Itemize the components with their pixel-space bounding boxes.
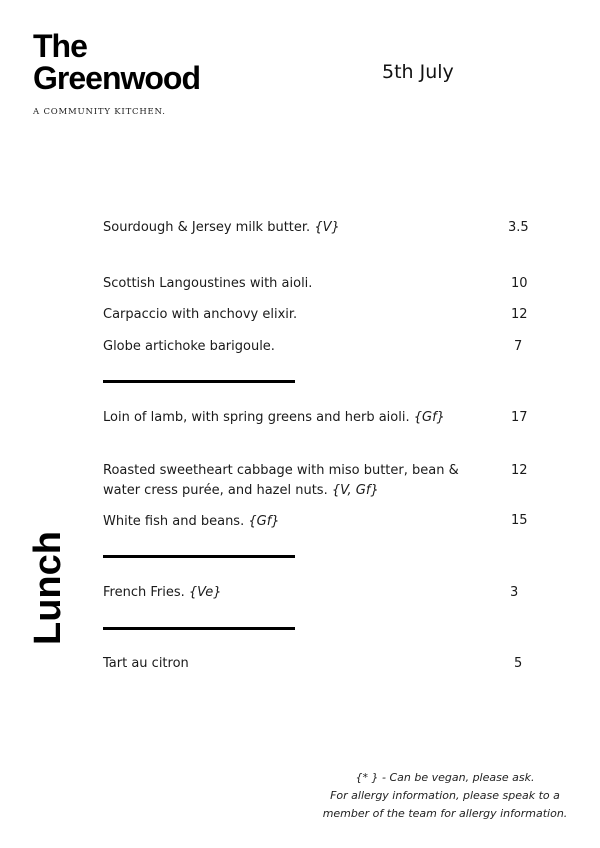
menu-item-dietary-note: {Ve} bbox=[188, 585, 222, 600]
menu-date: 5th July bbox=[382, 61, 454, 83]
section-divider bbox=[103, 555, 295, 558]
menu-item-price: 3 bbox=[510, 585, 519, 600]
menu-item-price: 5 bbox=[514, 656, 523, 671]
section-divider bbox=[103, 380, 295, 383]
menu-item-name: French Fries. bbox=[103, 585, 185, 600]
menu-item-name: Sourdough & Jersey milk butter. bbox=[103, 220, 311, 235]
menu-item-name: White fish and beans. bbox=[103, 514, 245, 529]
menu-item-price: 10 bbox=[511, 276, 528, 291]
section-divider bbox=[103, 627, 295, 630]
menu-item-dietary-note: {V, Gf} bbox=[331, 483, 379, 498]
menu-item-name: Globe artichoke barigoule. bbox=[103, 339, 275, 354]
footer-line-3: member of the team for allergy information. bbox=[322, 807, 568, 820]
menu-item bbox=[103, 583, 503, 603]
menu-item-dietary-note: {Gf} bbox=[248, 514, 280, 529]
menu-item bbox=[103, 274, 503, 294]
menu-item bbox=[103, 305, 503, 325]
menu-item-name: Tart au citron bbox=[103, 656, 189, 671]
menu-title: Lunch bbox=[27, 531, 69, 645]
menu-item-dietary-note: {Gf} bbox=[413, 410, 445, 425]
allergy-footer-note bbox=[300, 769, 590, 823]
menu-item-price: 12 bbox=[511, 307, 528, 322]
menu-item-price: 3.5 bbox=[508, 220, 529, 235]
menu-item bbox=[103, 218, 503, 238]
menu-item-name: Roasted sweetheart cabbage with miso butter, bean & water cress purée, and hazel nuts. bbox=[103, 463, 459, 498]
footer-line-2: For allergy information, please speak to a bbox=[330, 789, 560, 802]
menu-item bbox=[103, 408, 453, 428]
menu-item-name: Loin of lamb, with spring greens and herb aioli. bbox=[103, 410, 410, 425]
logo-line-2: Greenwood bbox=[33, 60, 201, 96]
menu-item bbox=[103, 337, 503, 357]
footer-line-1: {* } - Can be vegan, please ask. bbox=[355, 771, 535, 784]
menu-item-price: 12 bbox=[511, 463, 528, 478]
menu-item-price: 15 bbox=[511, 513, 528, 528]
menu-item-name: Scottish Langoustines with aioli. bbox=[103, 276, 313, 291]
menu-item-price: 17 bbox=[511, 410, 528, 425]
restaurant-logo bbox=[33, 30, 200, 94]
logo-line-1: The bbox=[33, 28, 87, 64]
menu-item bbox=[103, 461, 498, 501]
menu-item-name: Carpaccio with anchovy elixir. bbox=[103, 307, 298, 322]
tagline: A COMMUNITY KITCHEN. bbox=[33, 107, 166, 117]
menu-item bbox=[103, 512, 503, 532]
menu-item bbox=[103, 654, 503, 674]
menu-item-dietary-note: {V} bbox=[314, 220, 340, 235]
menu-item-price: 7 bbox=[514, 339, 523, 354]
